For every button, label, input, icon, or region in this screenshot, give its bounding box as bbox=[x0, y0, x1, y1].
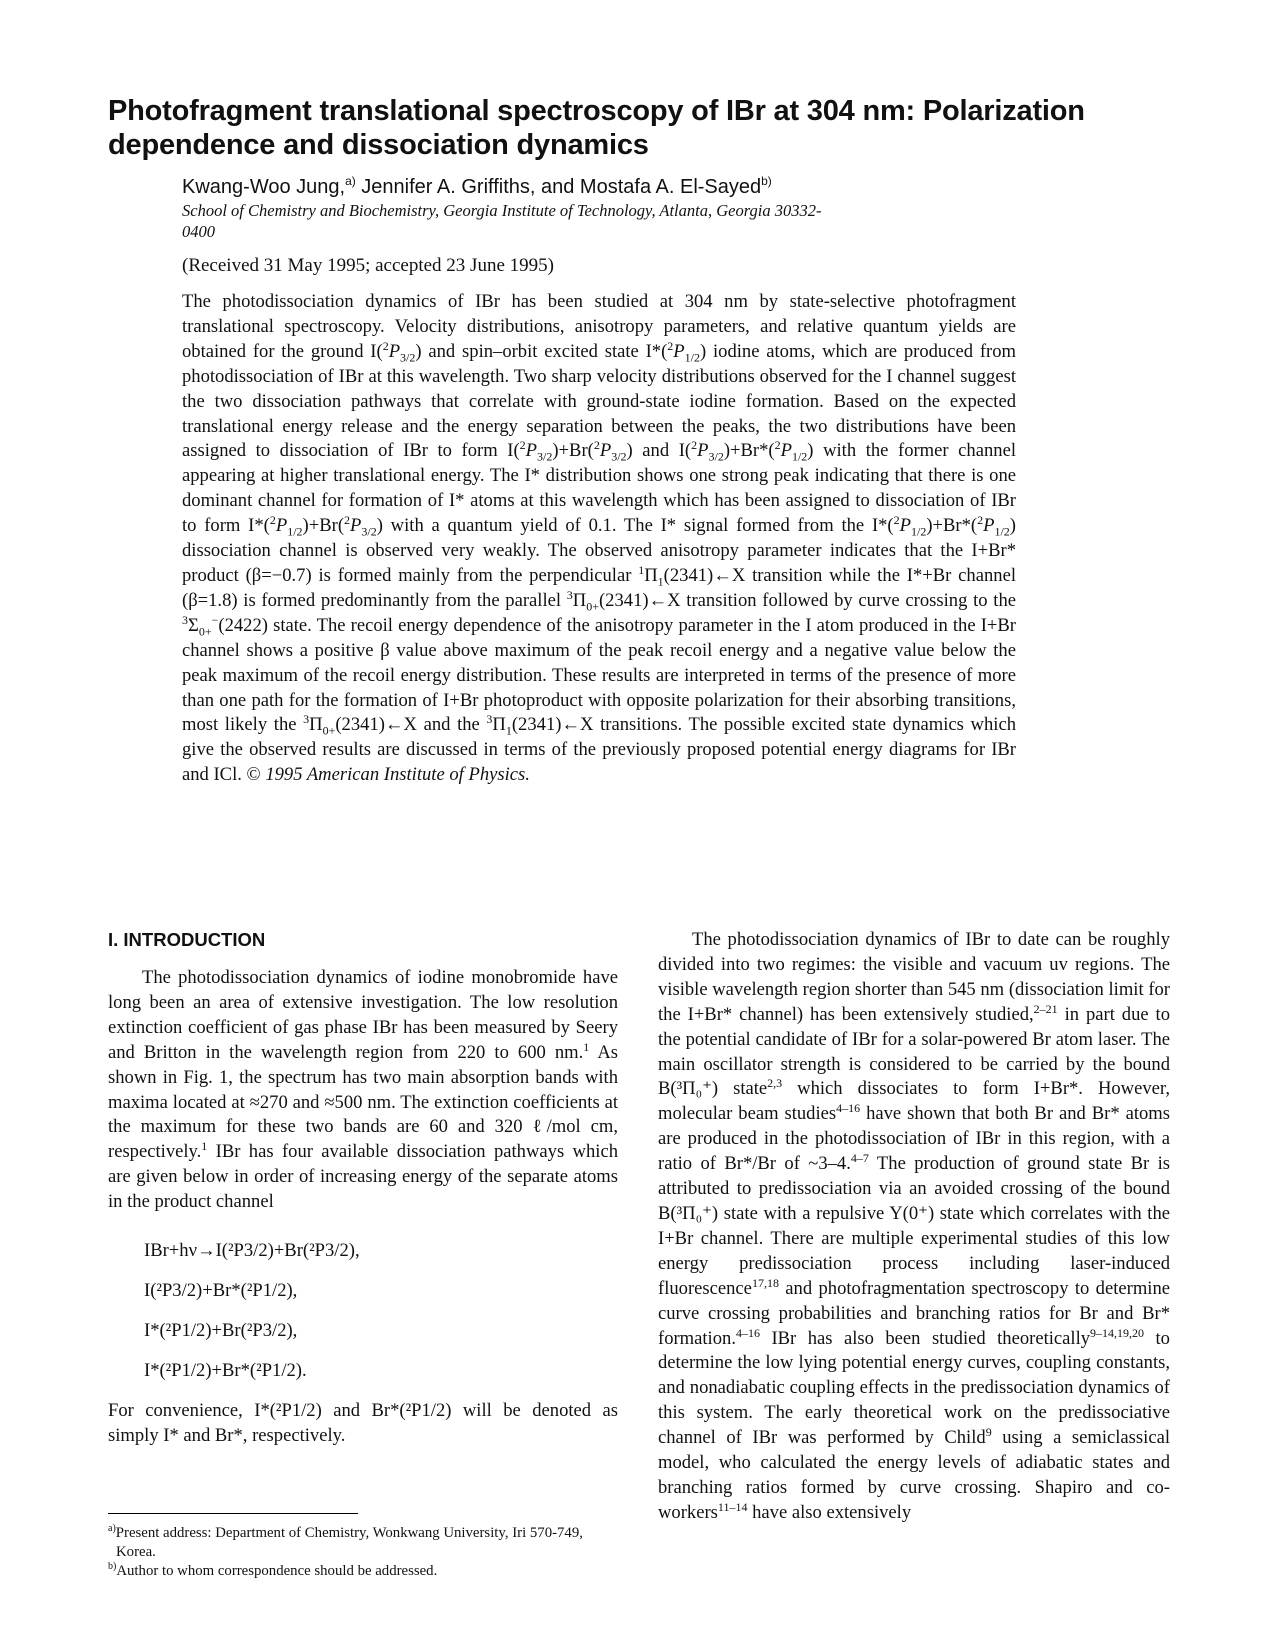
footnotes bbox=[108, 1524, 620, 1581]
author-2-3: Jennifer A. Griffiths, and Mostafa A. El-Sayed bbox=[355, 176, 762, 198]
citation: 4–16 bbox=[836, 1101, 861, 1116]
abstract-text: (2341)←X and the bbox=[335, 714, 487, 736]
footnote-text: Present address: Department of Chemistry, Wonkwang University, Iri 570-749, Korea. bbox=[115, 1525, 583, 1560]
affiliation: School of Chemistry and Biochemistry, Georgia Institute of Technology, Atlanta, Georgia 30332-0400 bbox=[182, 201, 822, 241]
footnote-text: Author to whom correspondence should be addressed. bbox=[116, 1563, 438, 1579]
citation: 2–21 bbox=[1033, 1001, 1058, 1016]
paragraph-text: using a semiclassical model, who calculated the energy levels of adiabatic states and branching ratios formed by curve crossing. Shapiro and co-workers bbox=[658, 1427, 1170, 1523]
citation: 4–7 bbox=[850, 1150, 869, 1165]
paragraph-text: have also extensively bbox=[747, 1501, 912, 1523]
footnote-mark: b) bbox=[108, 1561, 117, 1573]
equation-line: IBr+hν→I(²P3/2)+Br(²P3/2), bbox=[144, 1240, 360, 1262]
citation: 9 bbox=[985, 1424, 992, 1439]
paragraph-text: As shown in Fig. 1, the spectrum has two main absorption bands with maxima located at ≈270 and ≈500 nm. The extinction coefficients at the maximum for these two bands are 60 and 320 ℓ/mol cm, respectively. bbox=[108, 1041, 618, 1163]
citation: 4–16 bbox=[735, 1325, 760, 1340]
intro-paragraph-1 bbox=[108, 966, 618, 1215]
left-column bbox=[108, 928, 618, 1449]
paragraph-text: The photodissociation dynamics of IBr to date can be roughly divided into two regimes: the visible and vacuum uv regions. The visible wavelength region shorter than 545 nm (dissociation limit for the I+Br* channel) has been extensively studied, bbox=[658, 929, 1170, 1025]
abstract-text: (2341)←X transitions. The possible excited state dynamics which give the observed results are discussed in terms of the previously proposed potential energy diagrams for IBr and ICl. © bbox=[182, 714, 1016, 786]
footnote-b bbox=[108, 1562, 620, 1581]
citation: 11–14 bbox=[717, 1499, 748, 1514]
footnote-a bbox=[108, 1524, 620, 1562]
footnote-mark: a) bbox=[108, 1523, 116, 1535]
abstract-text: )+Br( bbox=[552, 440, 594, 462]
paragraph-text: to determine the low lying potential energy curves, coupling constants, and nonadiabatic coupling effects in the predissociation dynamics of this system. The early theoretical work on the predissociative channel of IBr was performed by Child bbox=[658, 1327, 1170, 1449]
abstract: The photodissociation dynamics of IBr has been studied at 304 nm by state-selective photofragment translational spectroscopy. Velocity distributions, anisotropy parameters, and relative quantum yields are obtained for the ground $I(^2P_{3/2})$ and spin–orbit excited state $I*(^2P_{1/2})$ iodine atoms, which are produced from photodissociation of IBr at this wavelength. Two sharp velocity distributions observed for the I channel suggest the two dissociation pathways that correlate with ground-state iodine formation. Based on the expected translational energy release and the energy separation between the peaks, the two distributions have been assigned to dissociation of IBr to form $I(^2P_{3/2})+Br(^2P_{3/2})$ and $I(^2P_{3/2})+Br*(^2P_{1/2})$ with the former channel appearing at higher translational energy. The I* distribution shows one strong peak indicating that there is one dominant channel for formation of I* atoms at this wavelength which has been assigned to dissociation of IBr to form $I*(^2P_{1/2})+Br(^2P_{3/2})$ with a quantum yield of 0.1. The I* signal formed from the $I*(^2P_{1/2})+Br*(^2P_{1/2})$ dissociation channel is observed very weakly. The observed anisotropy parameter indicates that the I+Br* product (β=−0.7) is formed mainly from the perpendicular $^1\Pi_1(2341)\leftarrow X$ transition while the I*+Br channel (β=1.8) is formed predominantly from the parallel $^3\Pi_{0+}(2341)\leftarrow X$ transition followed by curve crossing to the $^3\Sigma_{0+}^-(2422)$ state. The recoil energy dependence of the anisotropy parameter in the I atom produced in the I+Br channel shows a positive β value above maximum of the peak recoil energy and a negative value below the peak maximum of the recoil energy distribution. These results are interpreted in terms of the presence of more than one path for the formation of I+Br photoproduct with opposite polarization for their absorbing transitions, most likely the $^3\Pi_{0+}(2341)\leftarrow X$ and the $^3\Pi_1(2341)\leftarrow X$ transitions. The possible excited state dynamics which give the observed results are discussed in terms of the previously proposed potential energy diagrams for IBr and ICl. © 1995 American Institute of Physics. bbox=[182, 291, 1016, 786]
abstract-text: )+Br*( bbox=[926, 515, 978, 537]
abstract-text: ) and I( bbox=[626, 440, 692, 462]
footnote-divider bbox=[108, 1513, 358, 1514]
abstract-text: The photodissociation dynamics of IBr has been studied at 304 nm by state-selective photofragment translational spectroscopy. Velocity distributions, anisotropy parameters, and relative quantum yields are obtained for the ground I( bbox=[182, 291, 1016, 362]
dissociation-equations bbox=[144, 1231, 618, 1391]
section-heading-introduction: I. INTRODUCTION bbox=[108, 929, 266, 950]
paragraph-text: and photofragmentation spectroscopy to determine curve crossing probabilities and branching ratios for Br and Br* formation. bbox=[658, 1277, 1170, 1349]
paragraph-text: IBr has four available dissociation pathways which are given below in order of increasing energy of the separate atoms in the product channel bbox=[108, 1141, 618, 1213]
author-3-footnote-mark: b) bbox=[761, 174, 772, 188]
citation: 2,3 bbox=[767, 1076, 783, 1091]
paper-title: Photofragment translational spectroscopy of IBr at 304 nm: Polarization dependence and dissociation dynamics bbox=[108, 95, 1085, 161]
intro-paragraph-2: For convenience, I*(²P1/2) and Br*(²P1/2) will be denoted as simply I* and Br*, respectively. bbox=[108, 1400, 618, 1446]
citation: 1 bbox=[583, 1039, 590, 1054]
equation-line: I*(²P1/2)+Br(²P3/2), bbox=[144, 1320, 298, 1342]
paragraph-text: The production of ground state Br is attributed to predissociation via an avoided crossing of the bound B(³Π₀⁺) state with a repulsive Y(0⁺) state which correlates with the I+Br channel. There are multiple experimental studies of this low energy predissociation process including laser-induced fluorescence bbox=[658, 1153, 1170, 1299]
abstract-text: )+Br*( bbox=[723, 440, 775, 462]
author-list bbox=[182, 176, 772, 199]
citation: 1 bbox=[201, 1139, 208, 1154]
citation: 17,18 bbox=[751, 1275, 779, 1290]
abstract-text: ) with the former channel appearing at higher translational energy. The I* distribution shows one strong peak indicating that there is one dominant channel for formation of I* atoms at this wavelength which has been assigned to dissociation of IBr to form I*( bbox=[182, 440, 1016, 537]
right-paragraph bbox=[658, 928, 1170, 1526]
abstract-text: ) and spin–orbit excited state I*( bbox=[415, 340, 668, 362]
abstract-copyright: 1995 American Institute of Physics. bbox=[265, 764, 530, 786]
paragraph-text: in part due to the potential candidate of IBr for a solar-powered Br atom laser. The main oscillator strength is considered to be carried by the bound B(³Π₀⁺) state bbox=[658, 1003, 1170, 1100]
citation: 9–14,19,20 bbox=[1090, 1325, 1145, 1340]
abstract-text: )+Br( bbox=[302, 515, 345, 537]
author-1-footnote-mark: a) bbox=[345, 174, 356, 188]
author-1: Kwang-Woo Jung, bbox=[182, 176, 346, 198]
paragraph-text: IBr has also been studied theoretically bbox=[759, 1327, 1091, 1349]
abstract-text: ) dissociation channel is observed very weakly. The observed anisotropy parameter indicates that the I+Br* product (β=−0.7) is formed mainly from the perpendicular bbox=[182, 515, 1016, 586]
right-column bbox=[658, 928, 1170, 1526]
equation-line: I*(²P1/2)+Br*(²P1/2). bbox=[144, 1360, 307, 1382]
abstract-text: ) with a quantum yield of 0.1. The I* signal formed from the I*( bbox=[376, 515, 894, 537]
equation-line: I(²P3/2)+Br*(²P1/2), bbox=[144, 1280, 298, 1302]
abstract-text: (2341)←X transition while the I*+Br channel (β=1.8) is formed predominantly from the parallel bbox=[182, 564, 1016, 611]
received-dates: (Received 31 May 1995; accepted 23 June 1995) bbox=[182, 255, 554, 276]
paragraph-text: The photodissociation dynamics of iodine monobromide have long been an area of extensive investigation. The low resolution extinction coefficient of gas phase IBr has been measured by Seery and Britton in the wavelength region from 220 to 600 nm. bbox=[108, 967, 618, 1063]
paragraph-text: which dissociates to form I+Br*. However, molecular beam studies bbox=[658, 1078, 1170, 1125]
abstract-text: ) iodine atoms, which are produced from photodissociation of IBr at this wavelength. Two sharp velocity distributions observed for the I channel suggest the two dissociation pathways that correlate with ground-state iodine formation. Based on the expected translational energy release and the energy separation between the peaks, the two distributions have been assigned to dissociation of IBr to form I( bbox=[182, 340, 1016, 462]
abstract-text: (2422) state. The recoil energy dependence of the anisotropy parameter in the I atom produced in the I+Br channel shows a positive β value above maximum of the peak recoil energy and a negative value below the peak maximum of the recoil energy distribution. These results are interpreted in terms of the presence of more than one path for the formation of I+Br photoproduct with opposite polarization for their absorbing transitions, most likely the bbox=[182, 614, 1016, 736]
abstract-text: (2341)←X transition followed by curve crossing to the bbox=[598, 589, 1016, 611]
paragraph-text: have shown that both Br and Br* atoms are produced in the photodissociation of IBr in this region, with a ratio of Br*/Br of ~3–4. bbox=[658, 1103, 1170, 1175]
